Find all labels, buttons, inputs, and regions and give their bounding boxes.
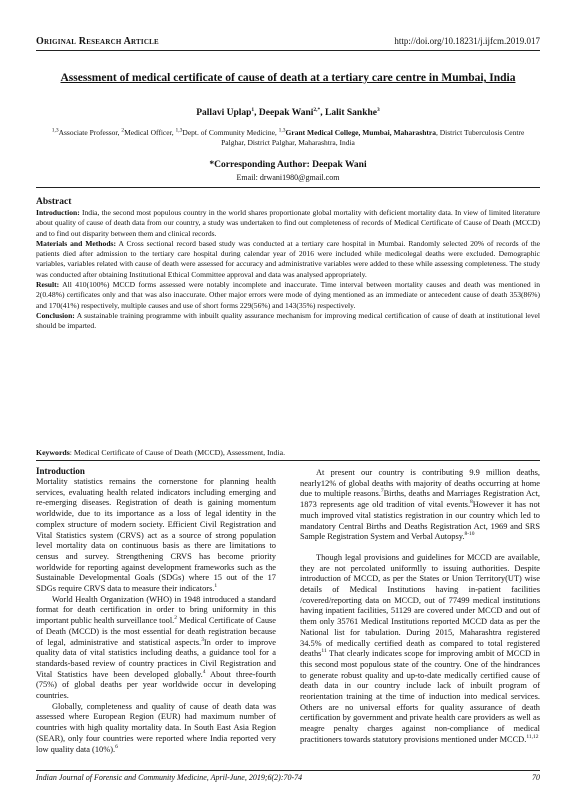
- article-title: Assessment of medical certificate of cause of death at a tertiary care centre in Mumbai, India: [60, 72, 516, 84]
- paragraph-text: Though legal provisions and guidelines for MCCD are available, they are not percolated uniformlly to issuing authorities. Despite introduction of MCCD, as per the States or Union Territory(UT) wise details of Medical Institutions having in-patient facilities /covered/reporting data on MCCD, out of 77499 medical institutions having inpatient facilities, 51129 are covered under MCCD and out of them only 35761 Medical Institutions reported MCCD data as per the National list for tabulation. During 2015, Maharashtra registered 34.5% of medically certified death as compared to total registered deaths: [300, 552, 540, 659]
- corresponding-author: *Corresponding Author: Deepak Wani: [209, 160, 367, 170]
- paragraph: [300, 468, 540, 543]
- paragraph-text: Medical Certificate of Cause of Death (MCCD) is the most essential for death registration because of legal, administrative and statistical aspects.: [36, 616, 276, 647]
- keywords: [36, 448, 540, 457]
- affil-text: , District Tuberculosis Centre Palghar, District Palghar, Maharashtra, India: [221, 128, 525, 147]
- keywords-divider: [36, 460, 540, 461]
- paragraph-text: At present our country is contributing 9.9 million deaths, nearly12% of global deaths with majority of deaths occurring at home due to multiple reasons.: [300, 468, 540, 499]
- citation: 3: [201, 636, 204, 643]
- author-sup: 2,*: [313, 106, 321, 113]
- citation: 11,12: [526, 734, 539, 741]
- abstract-text: A sustainable training programme with inbuilt quality assurance mechanism for improving medical certification of cause of death at institutional level should be imparted.: [36, 310, 540, 331]
- paragraph-text: In order to improve quality data of vital statistics including deaths, a guidance tool for a standards-based review of country practices in Civil Registration and Vital Statistics have been developed globally.: [36, 637, 276, 679]
- abstract-label: Introduction:: [36, 208, 80, 217]
- paragraph-text: However it has not much improved vital statistics registration in our country which led to mandatory Central Births and Deaths Registration Act, 1969 and SRS Sample Registration System and Verbal Autopsy.: [300, 500, 540, 542]
- affil-sup: 1,3: [175, 127, 183, 134]
- paragraph: [300, 553, 540, 746]
- abstract-conclusion: [36, 311, 540, 332]
- paragraph-text: Globally, completeness and quality of cause of death data was assessed where European Region (EUR) had maximum number of countries with high quality mortality data. In South East Asia Region (SEAR), only four countries were reported where India reported very low quality data (10%).: [36, 701, 276, 754]
- page-footer: [36, 773, 540, 782]
- abstract-result: [36, 280, 540, 311]
- right-column: [300, 468, 540, 746]
- citation: 4: [202, 668, 206, 675]
- paragraph-text: Mortality statistics remains the cornerstone for planning health services, evaluating health related indicators including emerging and re-emerging diseases. Registration of death is gaining momentum worldwide, due to its importance as a loss of legal identity in the complex structure of modern society. Efficient Civil Registration and Vital Statistics system (CRVS) act as a source of strong population level mortality data on continuous basis as there are limitations to census and survey. Strengthening CRVS has become priority worldwide for reporting against development frameworks such as the Sustainable Developmental Goals (SDGs) where 15 out of the 17 SDGs require CRVS data to measure their indicators.: [36, 477, 276, 594]
- author-name: Lalit Sankhe: [325, 108, 378, 118]
- citation: 1: [214, 583, 218, 590]
- citation: 8-10: [464, 531, 475, 538]
- paragraph: [36, 595, 276, 702]
- abstract-label: Result:: [36, 280, 60, 290]
- paragraph: [36, 702, 276, 756]
- footer-divider: [36, 770, 540, 771]
- abstract-introduction: [36, 208, 540, 239]
- paragraph-text: That clearly indicates scope for improving ambit of MCCD in this second most populous state of the country. One of the hindrances to generate robust quality and up-to-date medically certified cause of death data in our country include lack of inbuilt program of reorientation training at the time of induction into medical services. Others are no universal efforts for quality assurance of death certification by government and private health care providers as well as meagre penalty charges against non-compliance of medical practitioners towards statutory provisions mentioned under MCCD.: [300, 649, 540, 744]
- left-column: [36, 466, 276, 755]
- doi-link[interactable]: http://doi.org/10.18231/j.ijfcm.2019.017: [394, 36, 540, 46]
- paragraph: [36, 477, 276, 595]
- author-sup: 3: [377, 106, 380, 113]
- paragraph-text: Births, deaths and Marriages Registration Act, 1873 represents age old tradition of vital events.: [300, 489, 541, 510]
- author-name: Pallavi Uplap: [196, 108, 252, 118]
- citation: 6: [115, 743, 118, 750]
- affil-sup: 1,3: [51, 127, 59, 134]
- author-name: Deepak Wani: [258, 108, 314, 118]
- author-sup: 1: [251, 106, 255, 113]
- abstract-label: Materials and Methods:: [36, 238, 117, 248]
- keywords-label: Keywords: [36, 448, 70, 457]
- affil-text: Medical Officer,: [124, 128, 176, 137]
- affil-sup: 1,3: [278, 127, 286, 134]
- author-list: Pallavi Uplap$^1$, Deepak Wani$^{2,*}$, Lalit Sankhe$^3$: [196, 106, 380, 118]
- page-header: [36, 36, 540, 50]
- journal-citation: Indian Journal of Forensic and Community Medicine, April-June, 2019;6(2):70-74: [36, 773, 303, 782]
- author-email[interactable]: Email: drwani1980@gmail.com: [236, 173, 340, 182]
- article-page: [36, 0, 540, 792]
- affil-text: Associate Professor,: [58, 128, 122, 137]
- paragraph-text: World Health Organization (WHO) in 1948 introduced a standard format for death certification in order to bring uniformity in this important public health surveillance tool.: [36, 594, 276, 626]
- keywords-text: : Medical Certificate of Cause of Death (MCCD), Assessment, India.: [69, 448, 286, 457]
- citation: 8: [470, 499, 473, 506]
- page-number: 70: [532, 773, 540, 782]
- abstract-methods: [36, 239, 540, 280]
- abstract: [36, 196, 540, 332]
- introduction-heading: Introduction: [36, 466, 85, 476]
- citation: 11: [321, 648, 327, 655]
- affil-sup: 2: [121, 127, 125, 134]
- abstract-text: All 410(100%) MCCD forms assessed were notably incomplete and inaccurate. Time interval between mortality causes and death was mentioned in 2(0.48%) certificates only and that was also inaccurate. Other major errors were mode of dying mentioned as an immediate or antecedent cause of death 353(86%) and 170(41%) respectively, multiple causes and use of short forms 229(56%) and 143(35%) respectively.: [36, 280, 540, 310]
- affil-institution: Grant Medical College, Mumbai, Maharashtra: [285, 128, 436, 137]
- citation: 7: [380, 488, 384, 495]
- abstract-divider: [36, 187, 540, 188]
- abstract-text: India, the second most populous country in the world shares proportionate global mortality with deficient mortality data. In view of limited literature about quality of cause of death data from our country, a study was undertaken to find out completeness of records of Medical Certificate of Cause of Death (MCCD) and to find out disparity between them and clinical records.: [36, 208, 540, 238]
- abstract-label: Conclusion:: [36, 310, 75, 320]
- section-label: Original Research Article: [36, 36, 159, 47]
- paragraph-text: About three-fourth (75%) of global deaths per year worldwide occur in developing countries.: [36, 669, 276, 701]
- abstract-text: A Cross sectional record based study was conducted at a tertiary care hospital in Mumbai. Randomly selected 20% of records of the patients died after admission to the tertiary care hospital during calendar year of 2016 were included while medicolegal deaths were excluded. Demographic variables, variables related with cause of death were assessed for accuracy and administrative variables were added to these while assessing completeness. The study was conducted after obtaining Institutional Ethical Committee approval and data was analysed appropriately.: [36, 238, 540, 279]
- abstract-heading: Abstract: [36, 197, 72, 207]
- citation: 2: [174, 615, 178, 622]
- header-divider: [36, 50, 540, 51]
- affiliations: [46, 128, 530, 148]
- affil-text: Dept. of Community Medicine,: [182, 128, 279, 137]
